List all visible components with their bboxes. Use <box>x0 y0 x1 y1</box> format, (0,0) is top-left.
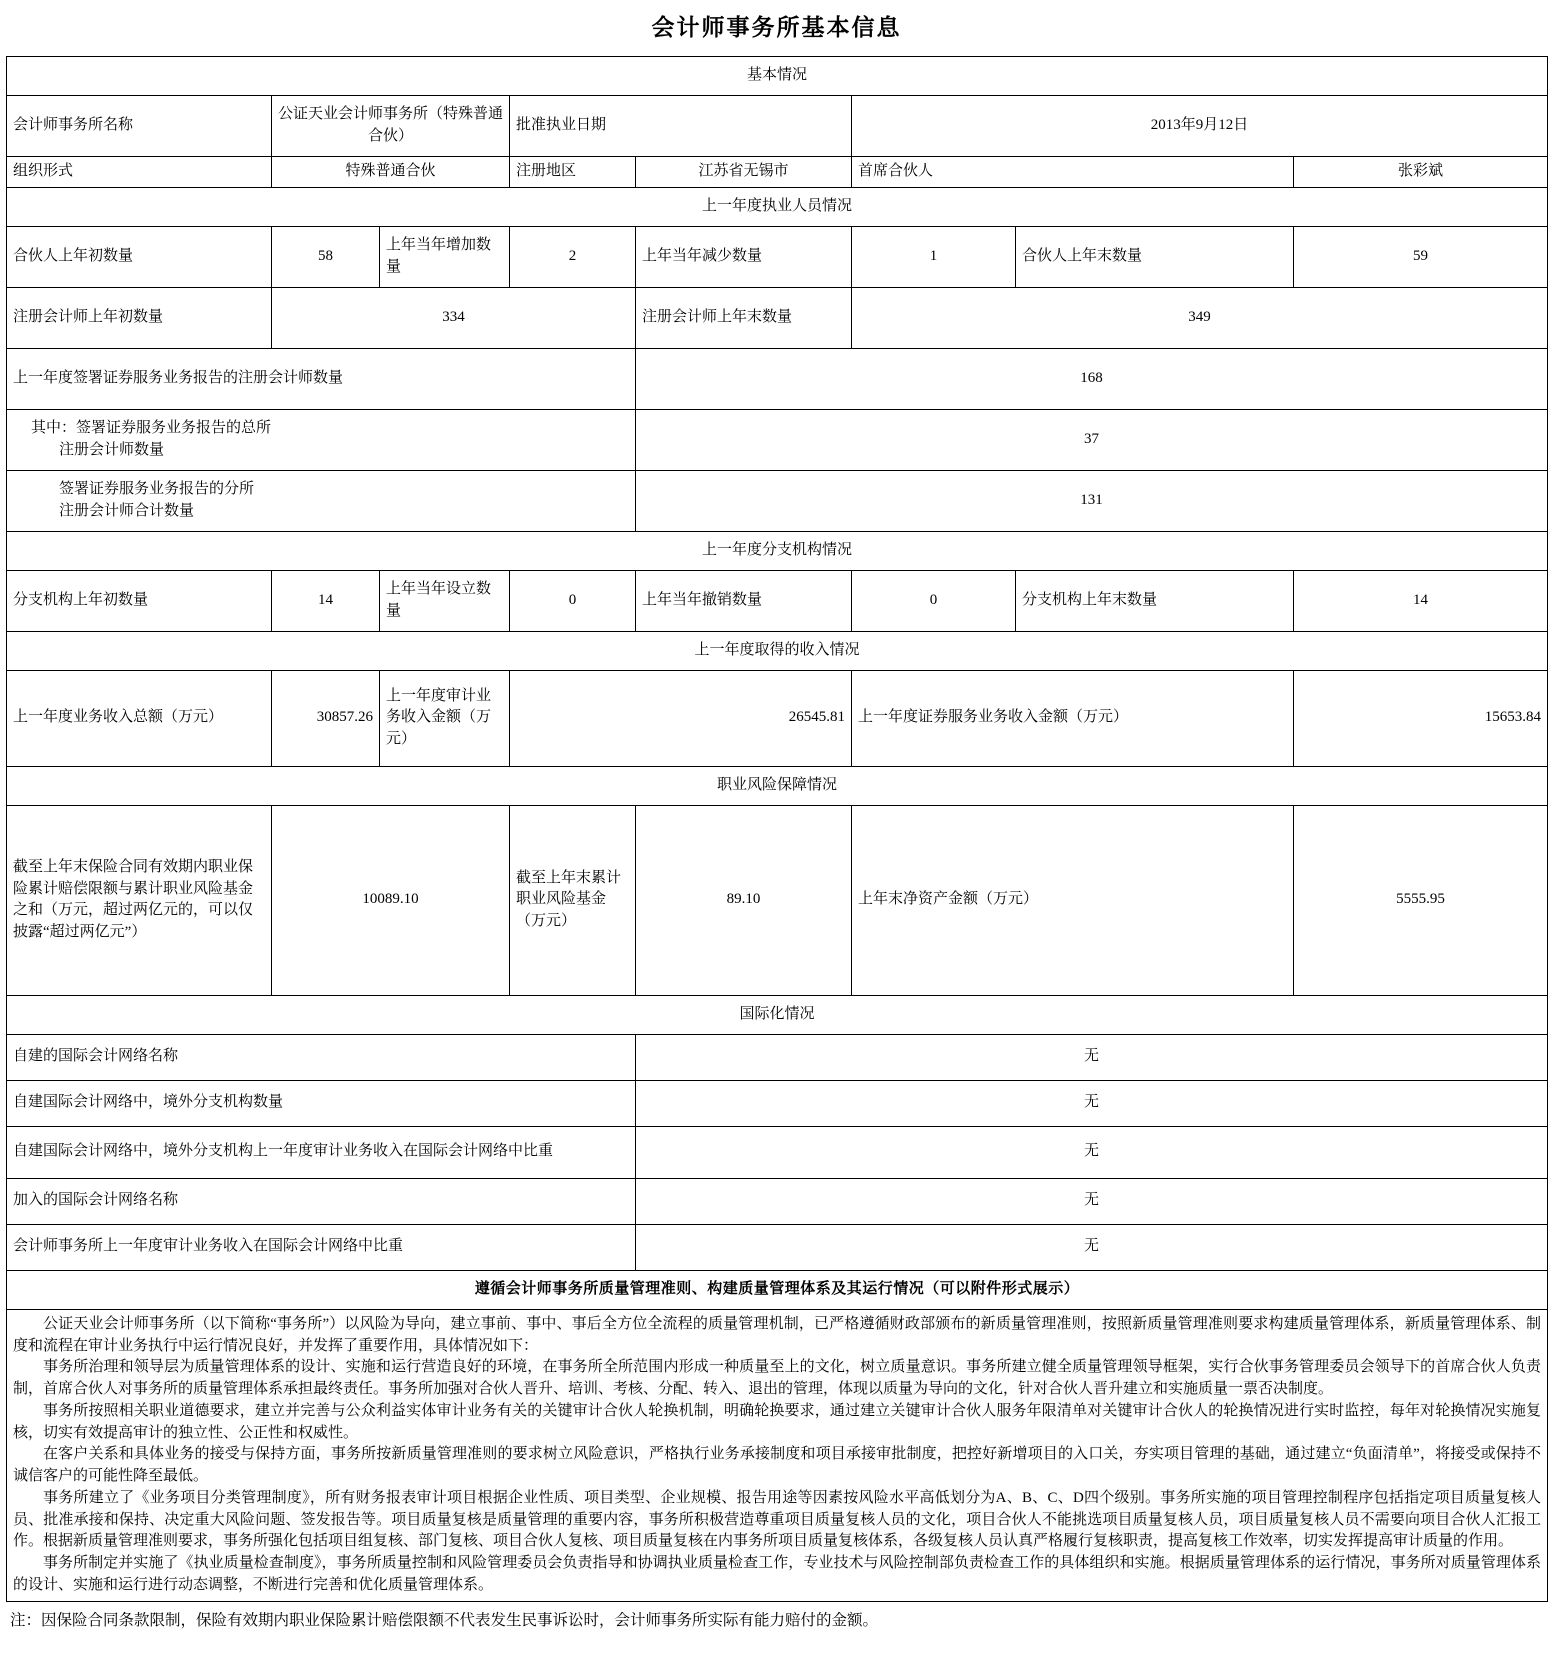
label-intl-own-network-name: 自建的国际会计网络名称 <box>7 1034 636 1080</box>
label-chief-partner: 首席合伙人 <box>852 157 1294 188</box>
label-branch-revoked: 上年当年撤销数量 <box>636 570 852 631</box>
value-intl-joined-network-name: 无 <box>636 1178 1548 1224</box>
label-intl-firm-audit-share: 会计师事务所上一年度审计业务收入在国际会计网络中比重 <box>7 1224 636 1270</box>
section-header-row-risk <box>7 766 1548 805</box>
label-branch-end: 分支机构上年末数量 <box>1016 570 1294 631</box>
label-insurance-total: 截至上年末保险合同有效期内职业保险累计赔偿限额与累计职业风险基金之和（万元，超过两亿元的，可以仅披露“超过两亿元”） <box>7 805 272 995</box>
label-cpa-begin: 注册会计师上年初数量 <box>7 287 272 348</box>
label-risk-fund: 截至上年末累计职业风险基金（万元） <box>510 805 636 995</box>
label-branch-established: 上年当年设立数量 <box>380 570 510 631</box>
table-row-risk <box>7 805 1548 995</box>
label-firm-name: 会计师事务所名称 <box>7 96 272 157</box>
label-audit-income: 上一年度审计业务收入金额（万元） <box>380 670 510 766</box>
quality-management-narrative <box>7 1309 1548 1601</box>
table-row-branch-signing-cpa <box>7 470 1548 531</box>
section-header-row-personnel <box>7 187 1548 226</box>
section-header-row-basic <box>7 57 1548 96</box>
table-row-income <box>7 670 1548 766</box>
section-heading-quality: 遵循会计师事务所质量管理准则、构建质量管理体系及其运行情况（可以附件形式展示） <box>7 1270 1548 1309</box>
value-firm-name: 公证天业会计师事务所（特殊普通合伙） <box>272 96 510 157</box>
value-audit-income: 26545.81 <box>510 670 852 766</box>
label-branch-signing-cpa <box>7 470 636 531</box>
label-securities-income: 上一年度证券服务业务收入金额（万元） <box>852 670 1294 766</box>
value-intl-own-network-name: 无 <box>636 1034 1548 1080</box>
table-row-international-1 <box>7 1080 1548 1126</box>
label-intl-overseas-branch-count: 自建国际会计网络中，境外分支机构数量 <box>7 1080 636 1126</box>
value-org-form: 特殊普通合伙 <box>272 157 510 188</box>
label-partners-end: 合伙人上年末数量 <box>1016 226 1294 287</box>
table-row-international-2 <box>7 1126 1548 1178</box>
label-total-income: 上一年度业务收入总额（万元） <box>7 670 272 766</box>
table-row-international-4 <box>7 1224 1548 1270</box>
label-partners-begin: 合伙人上年初数量 <box>7 226 272 287</box>
label-intl-overseas-audit-share: 自建国际会计网络中，境外分支机构上一年度审计业务收入在国际会计网络中比重 <box>7 1126 636 1178</box>
section-heading-basic: 基本情况 <box>7 57 1548 96</box>
section-heading-income: 上一年度取得的收入情况 <box>7 631 1548 670</box>
table-row-cpa-counts <box>7 287 1548 348</box>
value-branch-signing-cpa: 131 <box>636 470 1548 531</box>
value-branch-end: 14 <box>1294 570 1548 631</box>
value-approval-date: 2013年9月12日 <box>852 96 1548 157</box>
value-partners-end: 59 <box>1294 226 1548 287</box>
value-intl-overseas-branch-count: 无 <box>636 1080 1548 1126</box>
value-cpa-end: 349 <box>852 287 1548 348</box>
label-branch-signing-cpa-line1: 签署证券服务业务报告的分所 <box>59 481 255 497</box>
section-header-row-branches <box>7 531 1548 570</box>
value-partners-begin: 58 <box>272 226 380 287</box>
table-row-quality-body <box>7 1309 1548 1601</box>
value-signing-cpa: 168 <box>636 348 1548 409</box>
value-total-income: 30857.26 <box>272 670 380 766</box>
value-hq-signing-cpa: 37 <box>636 409 1548 470</box>
quality-paragraph-2: 事务所治理和领导层为质量管理体系的设计、实施和运行营造良好的环境，在事务所全所范围内形成一种质量至上的文化，树立质量意识。事务所建立健全质量管理领导框架，实行合伙事务管理委员会领导下的首席合伙人负责制，首席合伙人对事务所的质量管理体系承担最终责任。事务所加强对合伙人晋升、培训、考核、分配、转入、退出的管理，体现以质量为导向的文化，针对合伙人晋升建立和实施质量一票否决制度。 <box>13 1359 1542 1397</box>
section-heading-branches: 上一年度分支机构情况 <box>7 531 1548 570</box>
table-row-branches <box>7 570 1548 631</box>
quality-paragraph-5: 事务所建立了《业务项目分类管理制度》，所有财务报表审计项目根据企业性质、项目类型、企业规模、报告用途等因素按风险水平高低划分为A、B、C、D四个级别。事务所实施的项目管理控制程序包括指定项目质量复核人员、批准承接和保持、决定重大风险问题、签发报告等。项目质量复核是质量管理的重要内容，事务所积极营造尊重项目质量复核人员的文化，项目合伙人不能挑选项目质量复核人员，项目质量复核人员不需要向项目合伙人汇报工作。根据新质量管理准则要求，事务所强化包括项目组复核、部门复核、项目合伙人复核、项目质量复核在内事务所项目质量复核体系，各级复核人员认真严格履行复核职责，提高复核工作效率，切实发挥提高审计质量的作用。 <box>13 1489 1542 1550</box>
section-heading-personnel: 上一年度执业人员情况 <box>7 187 1548 226</box>
quality-paragraph-3: 事务所按照相关职业道德要求，建立并完善与公众利益实体审计业务有关的关键审计合伙人轮换机制，明确轮换要求，通过建立关键审计合伙人服务年限清单对关键审计合伙人的轮换情况进行实时监控，每年对轮换情况实施复核，切实有效提高审计的独立性、公正性和权威性。 <box>13 1402 1542 1441</box>
label-region: 注册地区 <box>510 157 636 188</box>
label-hq-signing-cpa-line2: 注册会计师数量 <box>59 441 165 458</box>
label-branch-signing-cpa-line2: 注册会计师合计数量 <box>59 502 195 519</box>
footnote: 注：因保险合同条款限制，保险有效期内职业保险累计赔偿限额不代表发生民事诉讼时，会计师事务所实际有能力赔付的金额。 <box>10 1611 879 1629</box>
value-partners-added: 2 <box>510 226 636 287</box>
label-intl-joined-network-name: 加入的国际会计网络名称 <box>7 1178 636 1224</box>
value-branch-begin: 14 <box>272 570 380 631</box>
page-title: 会计师事务所基本信息 <box>651 15 902 40</box>
value-intl-firm-audit-share: 无 <box>636 1224 1548 1270</box>
value-partners-reduced: 1 <box>852 226 1016 287</box>
label-hq-signing-cpa <box>7 409 636 470</box>
label-branch-begin: 分支机构上年初数量 <box>7 570 272 631</box>
table-row-hq-signing-cpa <box>7 409 1548 470</box>
value-net-assets: 5555.95 <box>1294 805 1548 995</box>
value-chief-partner: 张彩斌 <box>1294 157 1548 188</box>
value-region: 江苏省无锡市 <box>636 157 852 188</box>
table-row-partners <box>7 226 1548 287</box>
table-row-international-0 <box>7 1034 1548 1080</box>
value-securities-income: 15653.84 <box>1294 670 1548 766</box>
value-branch-established: 0 <box>510 570 636 631</box>
table-row-international-3 <box>7 1178 1548 1224</box>
label-cpa-end: 注册会计师上年末数量 <box>636 287 852 348</box>
table-row-org-form <box>7 157 1548 188</box>
label-org-form: 组织形式 <box>7 157 272 188</box>
section-header-row-international <box>7 995 1548 1034</box>
label-partners-added: 上年当年增加数量 <box>380 226 510 287</box>
quality-paragraph-4: 在客户关系和具体业务的接受与保持方面，事务所按新质量管理准则的要求树立风险意识，严格执行业务承接制度和项目承接审批制度，把控好新增项目的入口关，夯实项目管理的基础，通过建立“负面清单”，将接受或保持不诚信客户的可能性降至最低。 <box>13 1446 1542 1484</box>
section-heading-risk: 职业风险保障情况 <box>7 766 1548 805</box>
value-cpa-begin: 334 <box>272 287 636 348</box>
value-insurance-total: 10089.10 <box>272 805 510 995</box>
label-approval-date: 批准执业日期 <box>510 96 852 157</box>
value-branch-revoked: 0 <box>852 570 1016 631</box>
section-header-row-quality <box>7 1270 1548 1309</box>
table-row-signing-cpa <box>7 348 1548 409</box>
label-signing-cpa: 上一年度签署证券服务业务报告的注册会计师数量 <box>7 348 636 409</box>
table-row-firm-name <box>7 96 1548 157</box>
label-partners-reduced: 上年当年减少数量 <box>636 226 852 287</box>
section-heading-international: 国际化情况 <box>7 995 1548 1034</box>
quality-paragraph-1: 公证天业会计师事务所（以下简称“事务所”）以风险为导向，建立事前、事中、事后全方位全流程的质量管理机制，已严格遵循财政部颁布的新质量管理准则，按照新质量管理准则要求构建质量管理体系，新质量管理体系、制度和流程在审计业务执行中运行情况良好，并发挥了重要作用，具体情况如下： <box>13 1315 1542 1354</box>
value-risk-fund: 89.10 <box>636 805 852 995</box>
label-hq-signing-cpa-line1: 其中：签署证券服务业务报告的总所 <box>31 420 272 436</box>
quality-paragraph-6: 事务所制定并实施了《执业质量检查制度》，事务所质量控制和风险管理委员会负责指导和协调执业质量检查工作，专业技术与风险控制部负责检查工作的具体组织和实施。根据质量管理体系的运行情况，事务所对质量管理体系的设计、实施和运行进行动态调整，不断进行完善和优化质量管理体系。 <box>13 1555 1542 1593</box>
section-header-row-income <box>7 631 1548 670</box>
firm-info-table <box>6 56 1548 1602</box>
label-net-assets: 上年末净资产金额（万元） <box>852 805 1294 995</box>
value-intl-overseas-audit-share: 无 <box>636 1126 1548 1178</box>
